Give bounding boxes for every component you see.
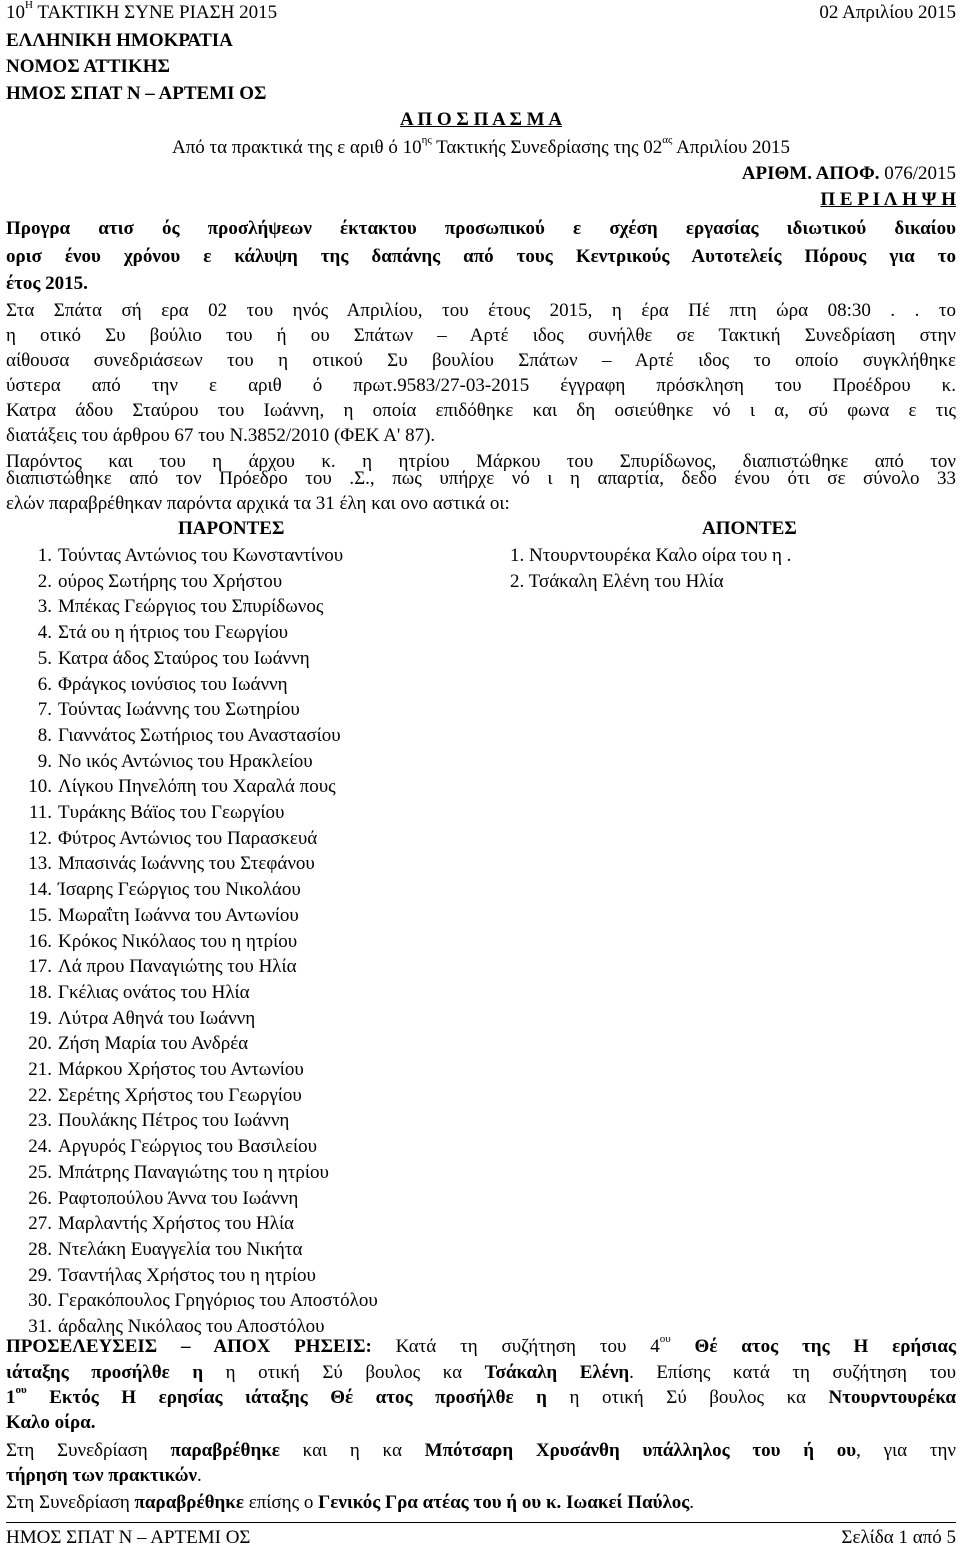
present-member-row	[6, 1085, 302, 1111]
arrivals-bold: Εκτός Η ερησίας ιάταξης Θέ ατος προσήλθε η	[26, 1387, 547, 1408]
present-member-number: 16.	[28, 931, 52, 952]
arrivals-number: 1	[6, 1387, 16, 1408]
present-member-number: 9.	[37, 751, 52, 772]
footer-left: ΗΜΟΣ ΣΠΑΤ Ν – ΑΡΤΕΜΙ ΟΣ	[6, 1527, 251, 1548]
present-member-name: Μωραΐτη Ιωάννα του Αντωνίου	[58, 905, 299, 926]
present-member-number: 3.	[37, 596, 52, 617]
present-member-row	[6, 905, 299, 931]
present-member-number: 6.	[37, 674, 52, 695]
present-member-row	[6, 674, 288, 700]
arrivals-text: . Επίσης κατά τη συζήτηση του	[629, 1362, 957, 1383]
body-line-6: διατάξεις του άρθρου 67 του Ν.3852/2010 (ΦΕΚ Α' 87).	[6, 425, 436, 446]
secretary-bold: παραβρέθηκε	[134, 1492, 244, 1513]
present-member-name: Φράγκος ιονύσιος του Ιωάννη	[58, 674, 288, 695]
present-member-name: Τούντας Αντώνιος του Κωνσταντίνου	[58, 545, 344, 566]
staff-bold: τήρηση των πρακτικών	[6, 1465, 198, 1486]
present-member-name: Λύτρα Αθηνά του Ιωάννη	[58, 1008, 256, 1029]
present-member-row	[6, 802, 284, 828]
secretary-text: .	[689, 1492, 695, 1513]
present-member-name: Μαρλαντής Χρήστος του Ηλία	[58, 1213, 295, 1234]
present-member-row	[6, 982, 250, 1008]
header-left	[6, 2, 277, 24]
present-member-row	[6, 828, 317, 854]
summary-line-1: Προγρα ατισ ός προσλήψεων έκτακτου προσωπικού ε σχέση εργασίας ιδιωτικού δικαίου	[6, 218, 956, 239]
present-member-name: Νο ικός Αντώνιος του Ηρακλείου	[58, 751, 313, 772]
present-member-name: Κρόκος Νικόλαος του η ητρίου	[58, 931, 298, 952]
body-line-3: αίθουσα συνεδριάσεων του η οτικού Συ βουλίου Σπάτων – Αρτέ ιδος το οποίο συγκλήθηκε	[6, 350, 956, 371]
summary-line-2: ορισ ένου χρόνου ε κάλυψη της δαπάνης από τους Κεντρικούς Αυτοτελείς Πόρους για το	[6, 246, 956, 267]
subtitle-text-2: Τακτικής Συνεδρίασης της 02	[431, 137, 663, 158]
present-heading: ΠΑΡΟΝΤΕΣ	[178, 518, 285, 539]
present-member-name: Ραφτοπούλου Άννα του Ιωάννη	[58, 1188, 299, 1209]
present-member-row	[6, 1059, 304, 1085]
present-member-number: 24.	[28, 1136, 52, 1157]
present-member-name: Κατρα άδος Σταύρος του Ιωάννη	[58, 648, 310, 669]
present-member-row	[6, 751, 313, 777]
staff-text: .	[197, 1465, 202, 1486]
document-title: Α Π Ο Σ Π Α Σ Μ Α	[399, 109, 563, 130]
document-subtitle	[6, 134, 956, 159]
present-member-row	[6, 1033, 248, 1059]
present-member-name: ούρος Σωτήρης του Χρήστου	[58, 571, 283, 592]
secretary-text: Στη Συνεδρίαση	[6, 1492, 135, 1513]
arrivals-name: Τσάκαλη Ελένη	[484, 1362, 630, 1383]
present-member-number: 25.	[28, 1162, 52, 1183]
body-line-5: Κατρα άδου Σταύρου του Ιωάννη, η οποία επιδόθηκε και δη οσιεύθηκε νό ι α, σύ φωνα ε τις	[6, 400, 956, 421]
staff-text: και η κα	[279, 1440, 425, 1461]
present-member-row	[6, 725, 341, 751]
arrivals-name: Ντουρντουρέκα	[828, 1387, 956, 1408]
present-member-name: Ζήση Μαρία του Ανδρέα	[58, 1033, 249, 1054]
present-member-row	[6, 648, 310, 674]
present-member-number: 26.	[28, 1188, 52, 1209]
absent-member-name: Τσάκαλη Ελένη του Ηλία	[528, 571, 724, 592]
org-line-2: ΝΟΜΟΣ ΑΤΤΙΚΗΣ	[6, 56, 170, 77]
present-member-number: 18.	[28, 982, 52, 1003]
present-member-row	[6, 1008, 255, 1034]
present-member-row	[6, 1265, 316, 1291]
absent-member-row	[510, 545, 791, 567]
present-member-number: 31.	[28, 1316, 52, 1337]
arrivals-sup: ου	[659, 1333, 671, 1345]
present-member-name: Γκέλιας ονάτος του Ηλία	[58, 982, 250, 1003]
present-member-name: Τσαντήλας Χρήστος του η ητρίου	[58, 1265, 316, 1286]
staff-bold: παραβρέθηκε	[170, 1440, 280, 1461]
present-member-row	[6, 1290, 378, 1316]
arrivals-bold: ιάταξης προσήλθε η	[6, 1362, 204, 1383]
present-member-row	[6, 1110, 289, 1136]
present-member-name: Στά ου η ήτριος του Γεωργίου	[58, 622, 288, 643]
header-session-title: ΤΑΚΤΙΚΗ ΣΥΝΕ ΡΙΑΣΗ 2015	[32, 2, 278, 23]
arrivals-heading: ΠΡΟΣΕΛΕΥΣΕΙΣ – ΑΠΟΧ ΡΗΣΕΙΣ:	[6, 1336, 372, 1357]
present-member-number: 11.	[28, 802, 52, 823]
present-member-number: 20.	[28, 1033, 52, 1054]
present-member-number: 30.	[28, 1290, 52, 1311]
present-member-name: Γερακόπουλος Γρηγόριος του Αποστόλου	[58, 1290, 378, 1311]
present-member-row	[6, 699, 300, 725]
arrivals-text: η οτική Σύ βουλος κα	[546, 1387, 829, 1408]
present-member-number: 29.	[28, 1265, 52, 1286]
summary-line-3: έτος 2015.	[6, 273, 88, 294]
present-member-number: 10.	[28, 776, 52, 797]
present-member-number: 21.	[28, 1059, 52, 1080]
arrivals-sup: ου	[15, 1384, 27, 1396]
present-member-name: Γιαννάτος Σωτήριος του Αναστασίου	[58, 725, 341, 746]
org-line-1: ΕΛΛΗΝΙΚΗ ΗΜΟΚΡΑΤΙΑ	[6, 30, 233, 51]
arrivals-line-4: Καλο οίρα.	[6, 1412, 96, 1433]
present-member-row	[6, 853, 315, 879]
present-member-name: Μπέκας Γεώργιος του Σπυρίδωνος	[58, 596, 324, 617]
present-member-number: 14.	[28, 879, 52, 900]
secretary-line	[6, 1492, 694, 1514]
present-member-number: 27.	[28, 1213, 52, 1234]
present-member-row	[6, 622, 288, 648]
body-line-1: Στα Σπάτα σή ερα 02 του ηνός Απριλίου, του έτους 2015, η έρα Πέ πτη ώρα 08:30 . . το	[6, 300, 956, 321]
subtitle-sup-1: ης	[421, 134, 432, 146]
page-footer	[6, 1522, 956, 1548]
decision-number-value: 076/2015	[879, 163, 956, 184]
present-member-name: Τυράκης Βάϊος του Γεωργίου	[58, 802, 285, 823]
present-member-name: Τούντας Ιωάννης του Σωτηρίου	[58, 699, 300, 720]
subtitle-text-3: Απριλίου 2015	[672, 137, 791, 158]
absent-member-number: 1.	[510, 545, 529, 566]
present-member-number: 22.	[28, 1085, 52, 1106]
present-member-number: 8.	[37, 725, 52, 746]
present-member-name: άρδαλης Νικόλαος του Αποστόλου	[58, 1316, 325, 1337]
arrivals-text: Κατά τη συζήτηση του 4	[371, 1336, 660, 1357]
present-member-number: 4.	[37, 622, 52, 643]
present-member-name: Λίγκου Πηνελόπη του Χαραλά πους	[58, 776, 336, 797]
decision-number-label: ΑΡΙΘΜ. ΑΠΟΦ.	[741, 163, 880, 184]
absent-member-row	[510, 571, 724, 593]
present-member-number: 19.	[28, 1008, 52, 1029]
present-member-number: 2.	[37, 571, 52, 592]
absent-heading: ΑΠΟΝΤΕΣ	[702, 518, 797, 539]
present-member-name: Ίσαρης Γεώργιος του Νικολάου	[58, 879, 301, 900]
present-member-name: Μπασινάς Ιωάννης του Στεφάνου	[58, 853, 315, 874]
present-member-name: Πουλάκης Πέτρος του Ιωάννη	[58, 1110, 290, 1131]
present-member-row	[6, 596, 323, 622]
present-member-row	[6, 931, 297, 957]
present-member-name: Μάρκου Χρήστος του Αντωνίου	[58, 1059, 304, 1080]
staff-line-1	[6, 1440, 956, 1462]
absent-member-number: 2.	[510, 571, 529, 592]
present-member-name: Ντελάκη Ευαγγελία του Νικήτα	[58, 1239, 303, 1260]
present-member-row	[6, 1213, 294, 1239]
body-line-7: Παρόντος και του η άρχου κ. η ητρίου Μάρκου του Σπυρίδωνος, διαπιστώθηκε από τον	[6, 451, 956, 472]
footer-page-number: Σελίδα 1 από 5	[841, 1527, 956, 1548]
present-member-row	[6, 1188, 298, 1214]
body-line-4: ύστερα από την ε αριθ ό πρωτ.9583/27-03-2015 έγγραφη πρόσκληση του Προέδρου κ.	[6, 375, 956, 396]
secretary-name: Γενικός Γρα ατέας του ή ου κ. Ιωακεί Παύλος	[318, 1492, 690, 1513]
present-member-number: 23.	[28, 1110, 52, 1131]
body-line-2: η οτικό Συ βούλιο του ή ου Σπάτων – Αρτέ ιδος συνήλθε σε Τακτική Συνεδρίαση στην	[6, 325, 956, 346]
present-member-row	[6, 1136, 317, 1162]
present-member-number: 1.	[37, 545, 52, 566]
arrivals-bold: Θέ ατος της Η ερήσιας	[670, 1336, 956, 1357]
present-member-name: Σερέτης Χρήστος του Γεωργίου	[58, 1085, 302, 1106]
present-member-row	[6, 545, 343, 571]
secretary-text: επίσης ο	[243, 1492, 319, 1513]
summary-heading: Π Ε Ρ Ι Λ Η Ψ Η	[820, 189, 956, 210]
subtitle-text-1: Από τα πρακτικά της ε αριθ ό 10	[171, 137, 422, 158]
arrivals-text: η οτική Σύ βουλος κα	[203, 1362, 485, 1383]
present-member-name: Λά πρου Παναγιώτης του Ηλία	[58, 956, 297, 977]
decision-number	[742, 163, 956, 185]
body-line-8: διαπιστώθηκε από τον Πρόεδρο του .Σ., πως υπήρχε νό ι η απαρτία, δεδο ένου ότι σε σύνολο 33	[6, 468, 956, 489]
present-member-row	[6, 776, 336, 802]
staff-text: , για την	[856, 1440, 956, 1461]
present-member-row	[6, 879, 301, 905]
arrivals-line-1	[6, 1333, 956, 1358]
absent-member-name: Ντουρντουρέκα Καλο οίρα του η .	[529, 545, 792, 566]
arrivals-line-3	[6, 1384, 956, 1409]
present-member-number: 28.	[28, 1239, 52, 1260]
header-ordinal: Η	[25, 0, 33, 11]
org-line-3: ΗΜΟΣ ΣΠΑΤ Ν – ΑΡΤΕΜΙ ΟΣ	[6, 83, 267, 104]
present-member-number: 13.	[28, 853, 52, 874]
arrivals-line-2	[6, 1362, 956, 1384]
present-member-number: 7.	[37, 699, 52, 720]
present-member-row	[6, 1162, 329, 1188]
subtitle-sup-2: ας	[662, 134, 673, 146]
present-member-name: Αργυρός Γεώργιος του Βασιλείου	[58, 1136, 317, 1157]
present-member-number: 5.	[37, 648, 52, 669]
body-line-9: ελών παραβρέθηκαν παρόντα αρχικά τα 31 έλη και ονο αστικά οι:	[6, 493, 510, 514]
present-member-number: 12.	[28, 828, 52, 849]
present-member-row	[6, 1239, 302, 1265]
present-member-row	[6, 956, 297, 982]
header-date: 02 Απριλίου 2015	[819, 2, 956, 23]
present-member-number: 17.	[28, 956, 52, 977]
staff-line-2	[6, 1465, 202, 1487]
staff-text: Στη Συνεδρίαση	[6, 1440, 171, 1461]
header-session-number: 10	[6, 2, 25, 23]
present-member-row	[6, 571, 282, 597]
present-member-name: Φύτρος Αντώνιος του Παρασκευά	[58, 828, 318, 849]
present-member-name: Μπάτρης Παναγιώτης του η ητρίου	[58, 1162, 329, 1183]
staff-name: Μπότσαρη Χρυσάνθη υπάλληλος του ή ου	[424, 1440, 857, 1461]
present-member-number: 15.	[28, 905, 52, 926]
